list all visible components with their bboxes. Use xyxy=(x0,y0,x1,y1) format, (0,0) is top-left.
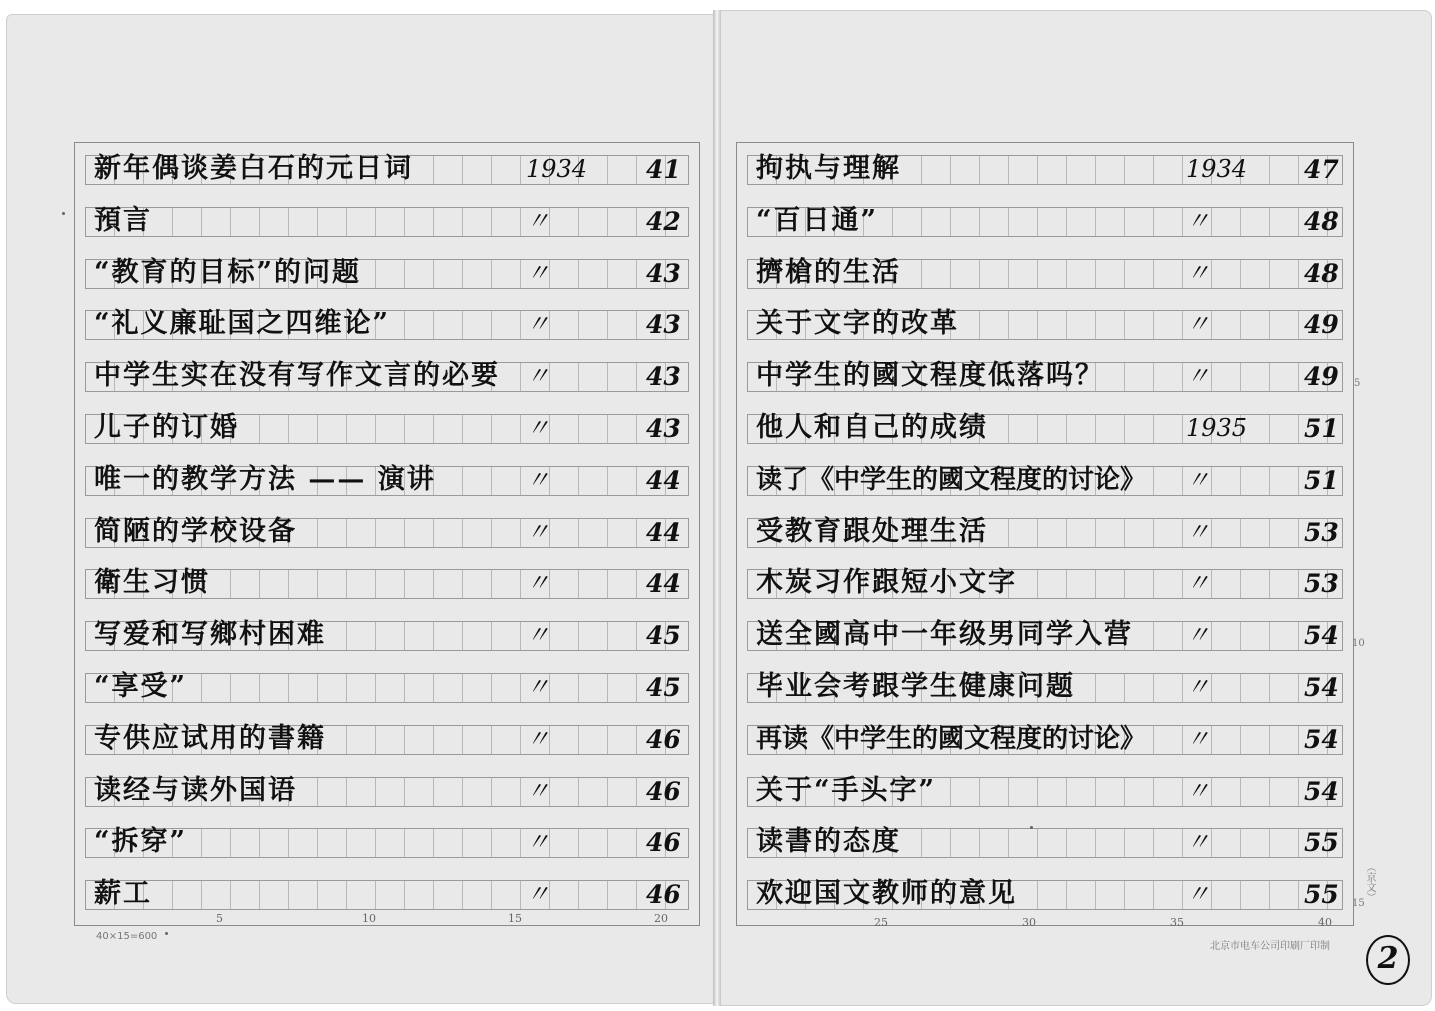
toc-title: 預言 xyxy=(94,204,152,236)
toc-title: 读经与读外国语 xyxy=(94,774,297,806)
toc-row xyxy=(85,362,689,392)
toc-title: “百日通” xyxy=(756,204,879,236)
toc-row xyxy=(747,414,1343,444)
toc-title: “享受” xyxy=(94,671,188,702)
toc-page-number: 54 xyxy=(1304,621,1339,651)
toc-row xyxy=(85,828,689,858)
toc-year: 1934 xyxy=(526,155,588,183)
toc-row xyxy=(85,880,689,910)
toc-year: 〃 xyxy=(526,206,550,235)
toc-title: “拆穿” xyxy=(94,826,188,858)
toc-title: 擠槍的生活 xyxy=(756,256,901,288)
toc-page-number: 55 xyxy=(1304,880,1339,910)
toc-page-number: 44 xyxy=(646,569,681,599)
toc-page-number: 53 xyxy=(1304,517,1339,547)
toc-year: 〃 xyxy=(1186,880,1210,909)
toc-year: 〃 xyxy=(1186,206,1210,235)
toc-title: 专供应试用的書籍 xyxy=(94,722,326,754)
ruler-number: 25 xyxy=(874,916,888,929)
toc-page-number: 51 xyxy=(1304,465,1339,495)
toc-page-number: 48 xyxy=(1304,206,1339,236)
toc-row xyxy=(85,256,689,289)
toc-row xyxy=(747,880,1343,910)
toc-row xyxy=(747,155,1343,185)
toc-year: 〃 xyxy=(526,673,550,701)
ruler-number: 35 xyxy=(1170,916,1184,929)
toc-row xyxy=(85,414,689,444)
side-line-mark: 15 xyxy=(1352,898,1365,909)
toc-year: 〃 xyxy=(526,310,550,339)
toc-page-number: 48 xyxy=(1304,258,1339,288)
toc-title: 衛生习惯 xyxy=(94,567,210,599)
toc-page-number: 44 xyxy=(646,465,681,495)
ruler-number: 15 xyxy=(508,912,522,925)
toc-year: 〃 xyxy=(1186,724,1210,753)
toc-title: 欢迎国文教师的意见 xyxy=(756,878,1017,910)
toc-page-number: 45 xyxy=(646,673,681,702)
toc-title: 薪工 xyxy=(94,878,152,910)
toc-year: 〃 xyxy=(526,828,550,857)
toc-row xyxy=(85,310,689,340)
toc-page-number: 41 xyxy=(646,155,681,184)
toc-row xyxy=(747,725,1343,755)
toc-title: 他人和自己的成绩 xyxy=(756,412,988,443)
toc-year: 〃 xyxy=(526,414,550,442)
toc-page-number: 43 xyxy=(646,414,681,443)
book-spine xyxy=(713,10,721,1006)
toc-title: 新年偶谈姜白石的元日词 xyxy=(94,153,413,184)
toc-row xyxy=(747,569,1343,599)
toc-year: 〃 xyxy=(526,880,550,909)
right-manuscript-grid xyxy=(736,142,1354,926)
toc-page-number: 46 xyxy=(646,828,681,858)
printer-imprint: 北京市电车公司印刷厂印制 xyxy=(1210,941,1330,952)
toc-page-number: 43 xyxy=(646,310,681,340)
left-manuscript-grid xyxy=(74,142,700,926)
toc-row xyxy=(85,621,689,651)
toc-title: 读書的态度 xyxy=(756,826,901,858)
ruler-number: 40 xyxy=(1318,916,1332,929)
paper-speck xyxy=(1030,826,1033,829)
toc-row xyxy=(85,673,689,703)
toc-row xyxy=(85,515,689,548)
ruler-number: 20 xyxy=(654,912,668,925)
toc-title: 拘执与理解 xyxy=(756,153,901,184)
ruler-number: 30 xyxy=(1022,916,1036,929)
toc-page-number: 46 xyxy=(646,880,681,910)
toc-year: 1934 xyxy=(1186,155,1248,183)
toc-page-number: 46 xyxy=(646,776,681,806)
toc-row xyxy=(747,828,1343,858)
paper-speck xyxy=(62,212,65,215)
toc-row xyxy=(747,310,1343,340)
toc-year: 〃 xyxy=(1186,828,1210,857)
toc-row xyxy=(747,204,1343,237)
toc-page-number: 55 xyxy=(1304,828,1339,858)
paper-spec: 40×15=600 xyxy=(96,931,158,942)
toc-page-number: 42 xyxy=(646,206,681,236)
toc-page-number: 54 xyxy=(1304,724,1339,754)
toc-row xyxy=(85,155,689,185)
toc-title: 写爱和写鄉村困难 xyxy=(94,619,326,651)
toc-year: 〃 xyxy=(526,258,550,287)
toc-page-number: 49 xyxy=(1304,310,1339,340)
toc-page-number: 53 xyxy=(1304,569,1339,599)
toc-title: 木炭习作跟短小文字 xyxy=(756,567,1017,599)
toc-page-number: 44 xyxy=(646,517,681,547)
toc-page-number: 51 xyxy=(1304,414,1339,443)
toc-page-number: 49 xyxy=(1304,362,1339,392)
toc-row xyxy=(747,362,1343,392)
toc-year: 〃 xyxy=(1186,621,1210,650)
toc-year: 〃 xyxy=(1186,517,1210,546)
toc-row xyxy=(747,774,1343,807)
toc-title: 关于“手头字” xyxy=(756,774,937,806)
toc-year: 〃 xyxy=(1186,362,1210,391)
toc-row xyxy=(85,774,689,807)
toc-title: “礼义廉耻国之四维论” xyxy=(94,308,391,340)
toc-year: 〃 xyxy=(526,621,550,650)
toc-year: 1935 xyxy=(1186,414,1248,442)
toc-title: 送全國高中一年级男同学入营 xyxy=(756,619,1133,651)
toc-row xyxy=(85,463,689,496)
toc-title: 受教育跟处理生活 xyxy=(756,515,988,547)
toc-page-number: 43 xyxy=(646,362,681,392)
toc-row xyxy=(747,673,1343,703)
toc-row xyxy=(85,569,689,599)
toc-page-number: 54 xyxy=(1304,673,1339,702)
toc-page-number: 43 xyxy=(646,258,681,288)
toc-title: 再读《中学生的國文程度的讨论》 xyxy=(756,723,1147,754)
toc-title: 儿子的订婚 xyxy=(94,412,239,443)
toc-year: 〃 xyxy=(1186,673,1210,701)
toc-row xyxy=(85,722,689,755)
ruler-number: 5 xyxy=(216,912,223,925)
toc-year: 〃 xyxy=(526,362,550,391)
side-line-mark: 5 xyxy=(1354,378,1361,389)
toc-title: 毕业会考跟学生健康问题 xyxy=(756,671,1075,702)
side-label: （京文） xyxy=(1364,862,1375,902)
toc-year: 〃 xyxy=(1186,258,1210,287)
toc-year: 〃 xyxy=(1186,465,1210,494)
side-line-mark: 10 xyxy=(1352,638,1365,649)
toc-row xyxy=(747,466,1343,496)
toc-year: 〃 xyxy=(1186,569,1210,598)
toc-page-number: 47 xyxy=(1304,155,1339,184)
toc-year: 〃 xyxy=(526,569,550,598)
toc-title: 唯一的教学方法 —— 演讲 xyxy=(94,463,436,495)
toc-year: 〃 xyxy=(1186,310,1210,339)
toc-row xyxy=(747,256,1343,289)
paper-speck xyxy=(165,932,168,935)
toc-year: 〃 xyxy=(526,465,550,494)
toc-row xyxy=(747,515,1343,548)
toc-year: 〃 xyxy=(526,776,550,805)
toc-page-number: 46 xyxy=(646,724,681,754)
toc-title: 中学生的國文程度低落吗？ xyxy=(756,360,1104,392)
ruler-number: 10 xyxy=(362,912,376,925)
toc-page-number: 54 xyxy=(1304,776,1339,806)
toc-page-number: 45 xyxy=(646,621,681,651)
toc-year: 〃 xyxy=(526,724,550,753)
page-number-circled: 2 xyxy=(1366,935,1410,985)
toc-title: 简陋的学校设备 xyxy=(94,515,297,547)
toc-title: 中学生实在没有写作文言的必要 xyxy=(94,360,500,392)
toc-title: 读了《中学生的國文程度的讨论》 xyxy=(756,464,1147,495)
toc-year: 〃 xyxy=(526,517,550,546)
toc-year: 〃 xyxy=(1186,776,1210,805)
toc-title: 关于文字的改革 xyxy=(756,308,959,340)
toc-title: “教育的目标”的问题 xyxy=(94,256,362,288)
toc-row xyxy=(85,204,689,237)
toc-row xyxy=(747,621,1343,651)
